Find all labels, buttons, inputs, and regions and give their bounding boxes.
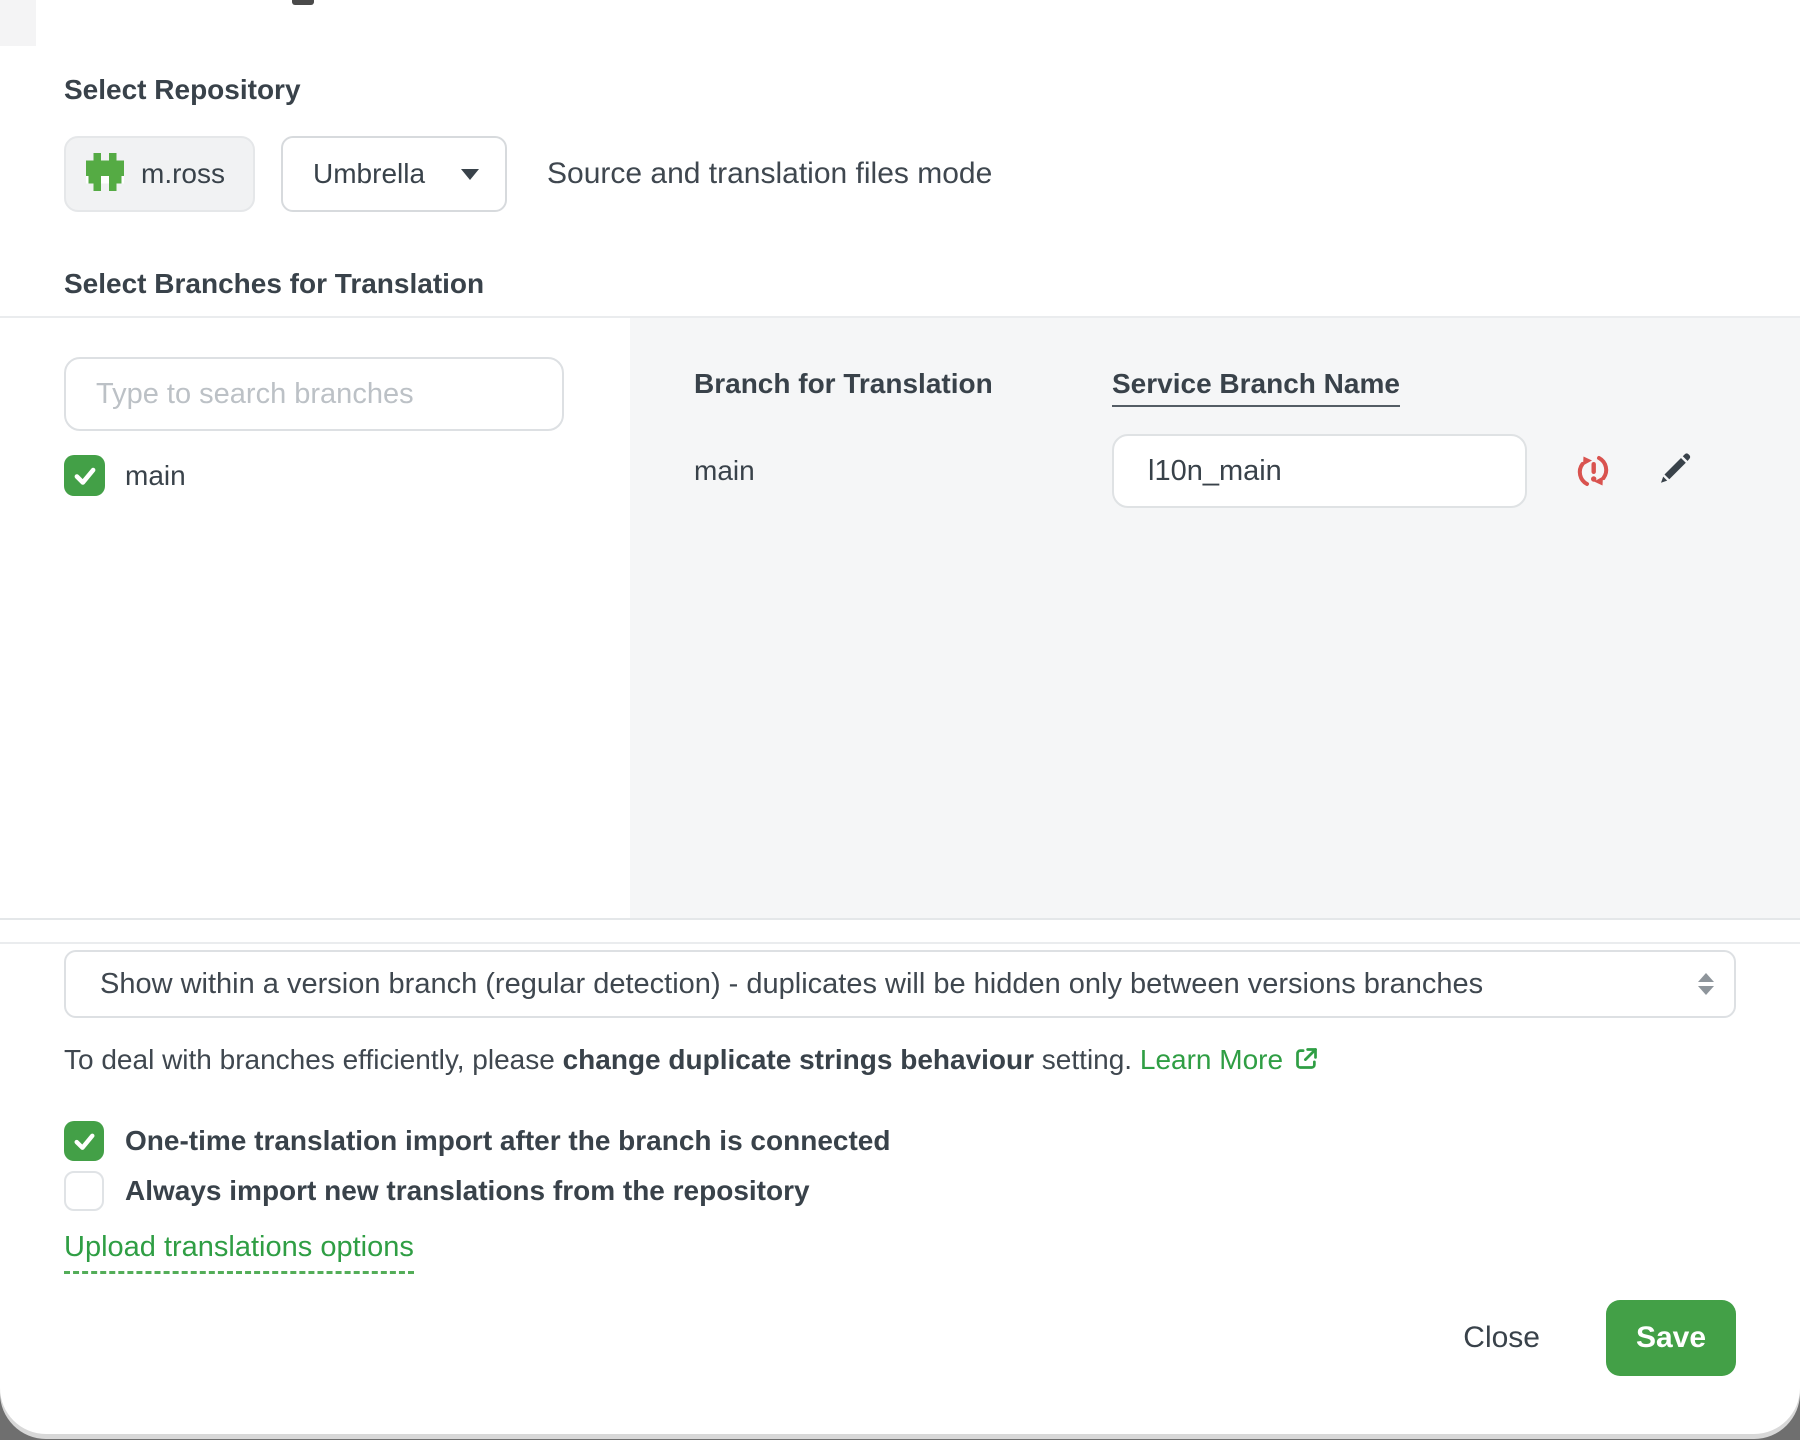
always-import-label: Always import new translations from the repository	[125, 1175, 810, 1206]
identicon-avatar-icon	[86, 153, 124, 196]
service-branch-panel	[630, 318, 1800, 918]
select-stepper-icon	[1692, 973, 1714, 995]
duplicate-strings-select[interactable]	[64, 950, 1736, 1018]
upload-translations-options-link[interactable]: Upload translations options	[64, 1231, 414, 1274]
corner-shade	[0, 0, 36, 46]
learn-more-label: Learn More	[1139, 1044, 1284, 1075]
help-bold: change duplicate strings behaviour	[562, 1044, 1035, 1075]
files-mode-text: Source and translation files mode	[547, 157, 993, 190]
one-time-import-option[interactable]	[64, 1121, 1736, 1161]
check-icon	[72, 1129, 97, 1154]
service-branch-name-input[interactable]	[1112, 434, 1527, 508]
help-prefix: To deal with branches efficiently, please	[64, 1044, 563, 1075]
row-branch-name: main	[694, 455, 755, 486]
col-service-branch-name-wrap	[1112, 368, 1400, 400]
edit-pencil-icon[interactable]	[1651, 450, 1693, 492]
dialog-buttons	[64, 1300, 1736, 1376]
learn-more-link[interactable]	[1140, 1044, 1320, 1075]
duplicate-strings-select-value: Show within a version branch (regular detection) - duplicates will be hidden only between versions branches	[100, 967, 1484, 1000]
one-time-import-checkbox-checked[interactable]	[64, 1121, 104, 1161]
repository-row	[64, 136, 1736, 212]
save-button[interactable]: Save	[1606, 1300, 1736, 1376]
one-time-import-label: One-time translation import after the branch is connected	[125, 1125, 891, 1156]
repository-section	[0, 0, 1800, 302]
col-branch-for-translation: Branch for Translation	[694, 368, 993, 399]
branch-search-input[interactable]	[64, 357, 564, 431]
section-divider	[0, 920, 1800, 944]
repo-owner-label: m.ross	[141, 158, 225, 189]
table-row	[694, 434, 1800, 508]
check-icon	[72, 463, 98, 489]
service-branch-table-header	[694, 368, 1800, 400]
always-import-option[interactable]	[64, 1171, 1736, 1211]
chevron-down-icon	[461, 169, 479, 180]
select-branches-title: Select Branches for Translation	[64, 268, 485, 299]
help-suffix: setting.	[1034, 1044, 1140, 1075]
branch-name-label: main	[125, 459, 186, 491]
duplicates-help-text	[64, 1042, 1736, 1081]
footer-section	[0, 950, 1800, 1376]
branch-list-panel	[0, 318, 630, 918]
repo-owner-chip[interactable]	[64, 136, 255, 212]
close-button[interactable]: Close	[1457, 1320, 1546, 1356]
col-service-branch-name[interactable]: Service Branch Name	[1112, 368, 1400, 407]
branch-checkbox-checked[interactable]	[64, 455, 105, 496]
sync-alert-icon[interactable]	[1573, 451, 1613, 491]
external-link-icon	[1293, 1045, 1320, 1081]
always-import-checkbox-unchecked[interactable]	[64, 1171, 104, 1211]
repository-dropdown-value: Umbrella	[313, 158, 426, 189]
repository-dropdown[interactable]	[281, 136, 507, 212]
cropped-top-element	[292, 0, 314, 5]
branch-list-item-main[interactable]	[64, 455, 630, 496]
select-repository-title: Select Repository	[64, 74, 301, 105]
branches-panels	[0, 316, 1800, 920]
